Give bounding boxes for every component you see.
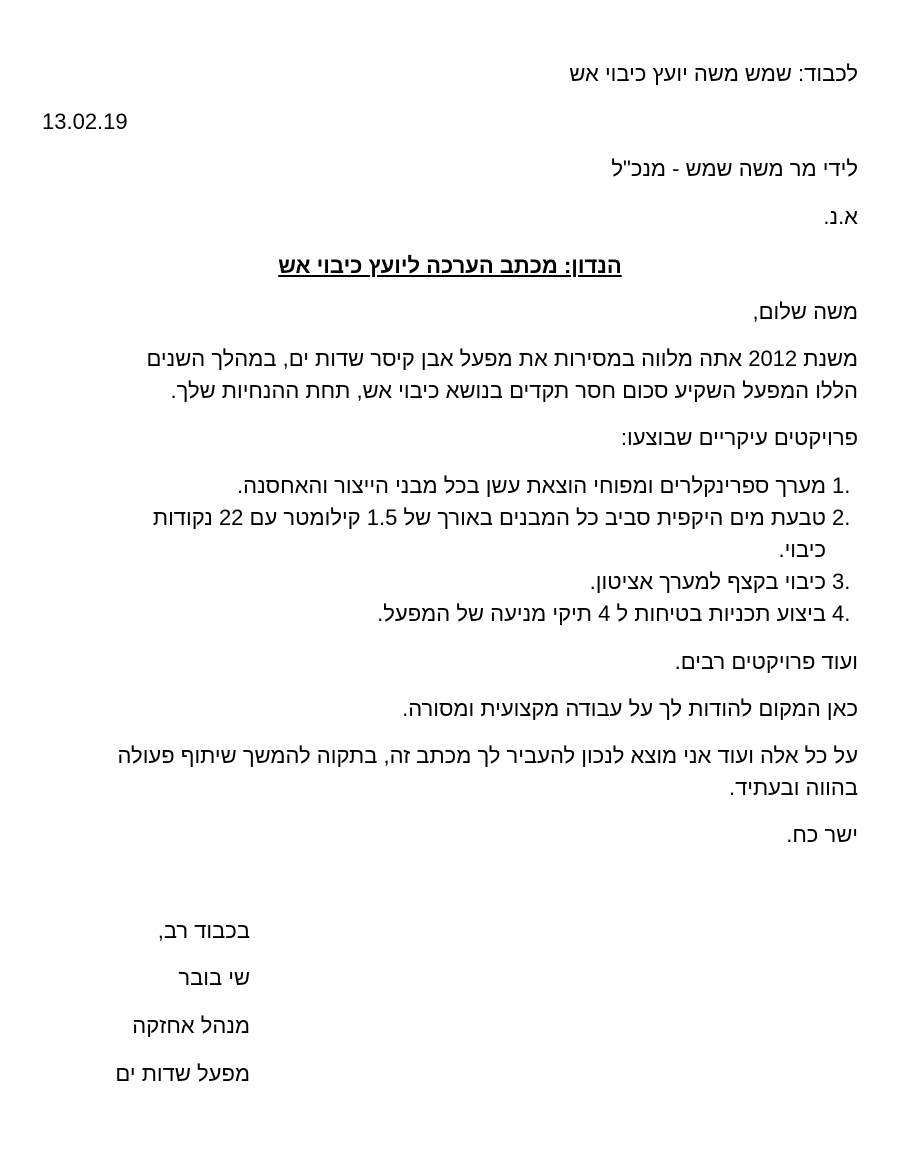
list-text: טבעת מים היקפית סביב כל המבנים באורך של 1.5 קילומטר עם 22 נקודות: [152, 505, 826, 530]
list-text-continued: כיבוי.: [778, 537, 826, 562]
projects-heading: פרויקטים עיקריים שבוצעו:: [620, 425, 858, 450]
list-text: ביצוע תכניות בטיחות ל 4 תיקי מניעה של המפעל.: [377, 601, 826, 626]
closing-line-2: בהווה ובעתיד.: [728, 775, 858, 800]
list-item: [36, 566, 851, 598]
closing-paragraph: [38, 740, 858, 804]
yasher-koach-line: ישר כח.: [786, 822, 858, 847]
list-item: [36, 598, 851, 630]
subject-line: הנדון: מכתב הערכה ליועץ כיבוי אש: [278, 253, 622, 278]
list-item: [36, 502, 851, 566]
salutation-abbrev: א.נ.: [823, 204, 858, 229]
signature-title: מנהל אחזקה: [132, 1013, 250, 1038]
list-text: כיבוי בקצף למערך אציטון.: [589, 569, 826, 594]
signature-org: מפעל שדות ים: [115, 1061, 250, 1086]
signature-regards: בכבוד רב,: [157, 918, 250, 943]
list-number: 2.: [832, 505, 851, 530]
list-item: [36, 470, 851, 502]
intro-line-2: הללו המפעל השקיע סכום חסר תקדים בנושא כיבוי אש, תחת ההנחיות שלך.: [170, 378, 858, 403]
signature-name: שי בובר: [178, 965, 250, 990]
thanks-line: כאן המקום להודות לך על עבודה מקצועית ומסורה.: [402, 696, 858, 721]
more-projects-line: ועוד פרויקטים רבים.: [674, 649, 858, 674]
list-number: 4.: [832, 601, 851, 626]
list-number: 3.: [832, 569, 851, 594]
greeting: משה שלום,: [752, 299, 858, 324]
list-number: 1.: [832, 473, 851, 498]
intro-paragraph: [38, 343, 858, 407]
closing-line-1: על כל אלה ועוד אני מוצא לנכון להעביר לך מכתב זה, בתקוה להמשך שיתוף פעולה: [117, 743, 858, 768]
letter-date: 13.02.19: [42, 109, 128, 134]
intro-line-1: משנת 2012 אתה מלווה במסירות את מפעל אבן קיסר שדות ים, במהלך השנים: [146, 346, 858, 371]
attention-line: לידי מר משה שמש - מנכ"ל: [611, 156, 858, 181]
recipient-line: לכבוד: שמש משה יועץ כיבוי אש: [569, 61, 858, 86]
list-text: מערך ספרינקלרים ומפוחי הוצאת עשן בכל מבני הייצור והאחסנה.: [237, 473, 826, 498]
